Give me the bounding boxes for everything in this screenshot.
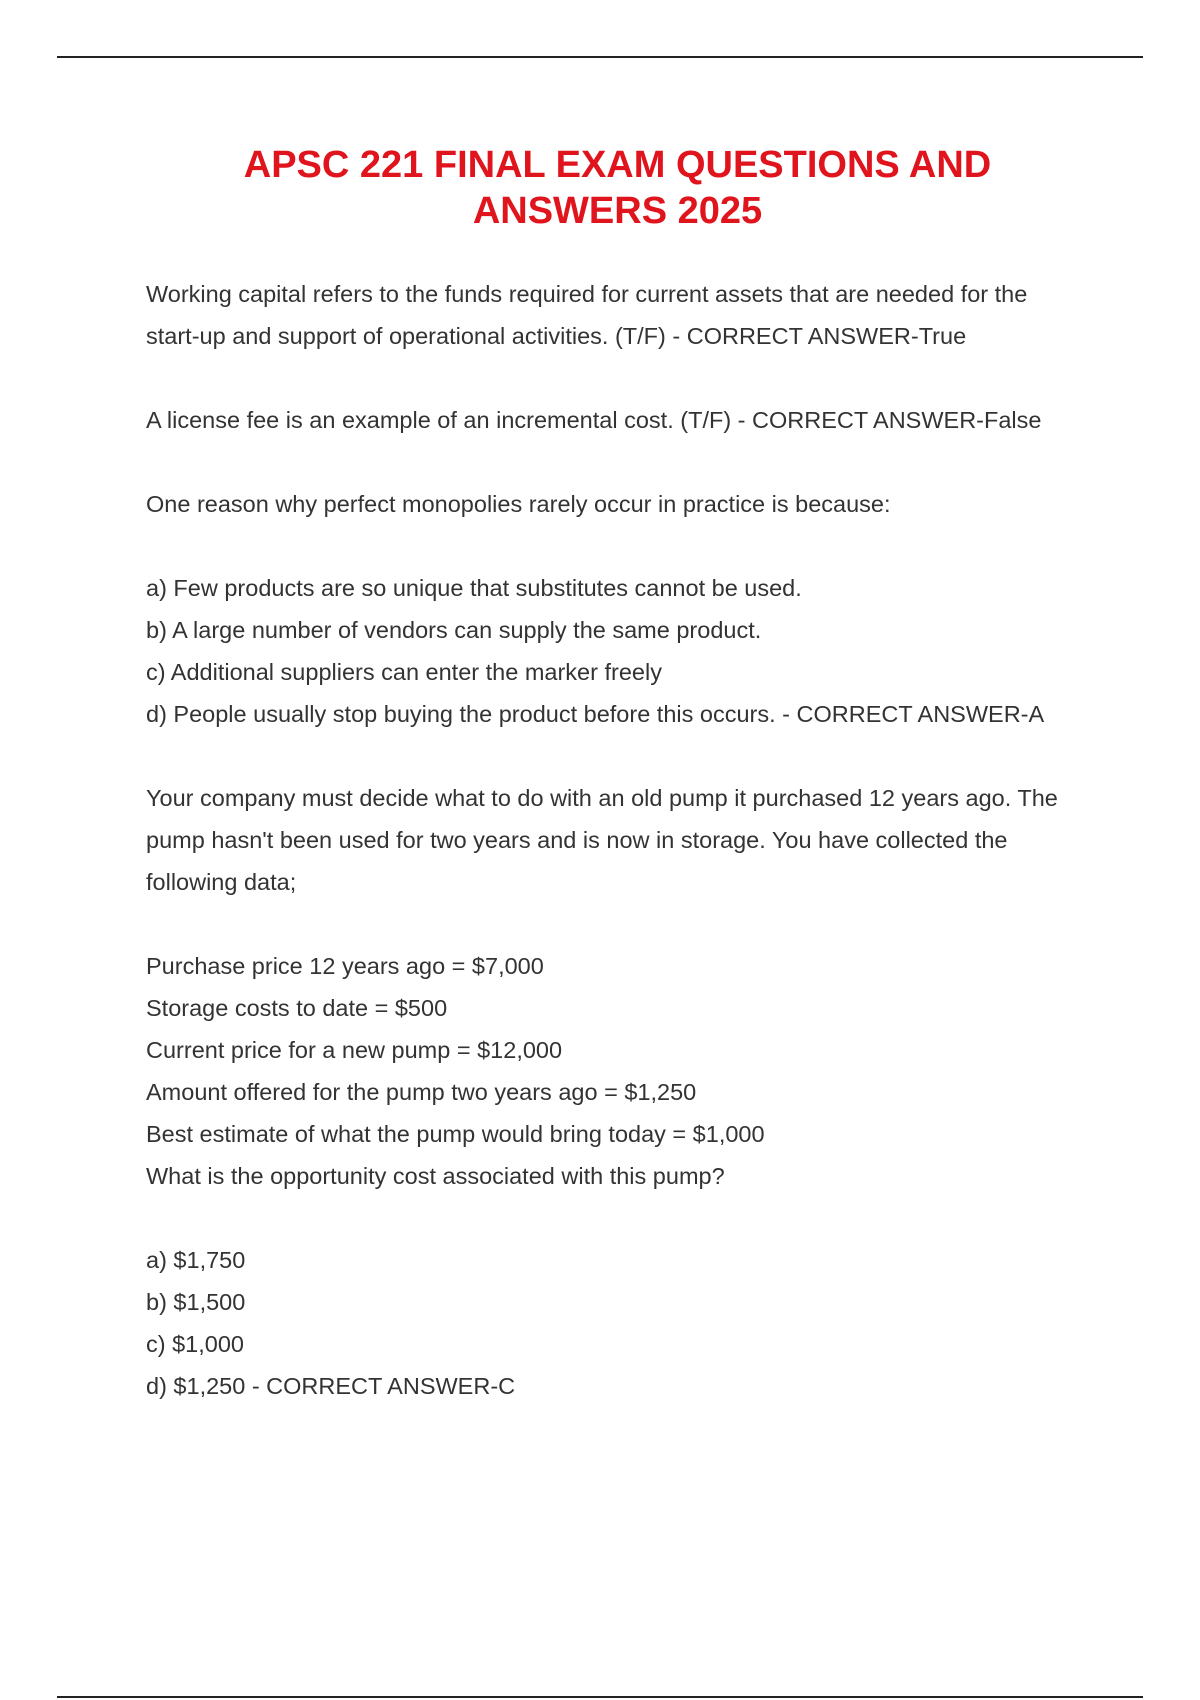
question-1 <box>146 273 1106 357</box>
question-4-data-line-1: Purchase price 12 years ago = $7,000 <box>146 953 544 979</box>
question-4-data-line-5: Best estimate of what the pump would bring today = $1,000 <box>146 1121 765 1147</box>
question-3-option-b: b) A large number of vendors can supply the same product. <box>146 617 762 643</box>
question-2-line-1: A license fee is an example of an incremental cost. (T/F) - CORRECT ANSWER-False <box>146 407 1042 433</box>
question-4-prompt: What is the opportunity cost associated with this pump? <box>146 1163 725 1189</box>
spacer <box>146 1197 1106 1239</box>
question-4-option-a: a) $1,750 <box>146 1247 246 1273</box>
question-4 <box>146 777 1106 1407</box>
spacer <box>146 525 1106 567</box>
document-body <box>146 273 1106 1407</box>
question-4-data-line-2: Storage costs to date = $500 <box>146 995 448 1021</box>
question-4-data-line-3: Current price for a new pump = $12,000 <box>146 1037 563 1063</box>
document-title: APSC 221 FINAL EXAM QUESTIONS AND ANSWERS 2025 <box>243 144 992 232</box>
question-4-stem-line-3: following data; <box>146 869 297 895</box>
spacer <box>146 441 1106 483</box>
question-4-data-line-4: Amount offered for the pump two years ago = $1,250 <box>146 1079 697 1105</box>
question-3-stem: One reason why perfect monopolies rarely occur in practice is because: <box>146 491 891 517</box>
question-3-option-d: d) People usually stop buying the product before this occurs. - CORRECT ANSWER-A <box>146 701 1045 727</box>
top-rule <box>57 56 1143 58</box>
spacer <box>146 357 1106 399</box>
question-4-stem-line-1: Your company must decide what to do with an old pump it purchased 12 years ago. The <box>146 785 1058 811</box>
question-1-line-1: Working capital refers to the funds required for current assets that are needed for the <box>146 281 1028 307</box>
question-4-stem-line-2: pump hasn't been used for two years and is now in storage. You have collected the <box>146 827 1008 853</box>
question-3 <box>146 483 1106 735</box>
question-4-option-c: c) $1,000 <box>146 1331 244 1357</box>
question-4-option-d: d) $1,250 - CORRECT ANSWER-C <box>146 1373 516 1399</box>
question-3-option-c: c) Additional suppliers can enter the marker freely <box>146 659 662 685</box>
question-2 <box>146 399 1106 441</box>
spacer <box>146 903 1106 945</box>
spacer <box>146 735 1106 777</box>
question-1-line-2: start-up and support of operational activities. (T/F) - CORRECT ANSWER-True <box>146 323 967 349</box>
question-4-option-b: b) $1,500 <box>146 1289 246 1315</box>
question-3-option-a: a) Few products are so unique that substitutes cannot be used. <box>146 575 802 601</box>
bottom-rule <box>57 1696 1143 1698</box>
